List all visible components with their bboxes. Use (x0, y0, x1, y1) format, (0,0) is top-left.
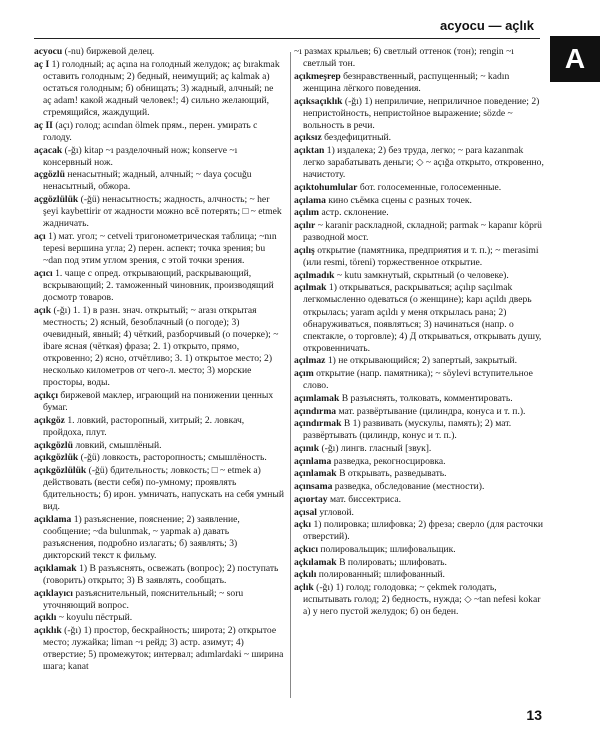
entry-headword: açıktohumlular (294, 182, 358, 193)
entry-definition: (-ğı) 1. 1) в разн. знач. открытый; ~ araзı открытая местность; 2) ясный, безоблачный (о погоде); 3) очевидный, явный; 4) чёткий, разборчивый (о почерке); ~ ibare ясная (чёткая) фраза; 2. 1) открыто, прямо, откровенно; 2) ясно, отчётливо; 3. 1) открытое место; 2) несколько километров от чего-л. место; 3) морские просторы, воды. (43, 304, 279, 389)
entry-headword: açgözlü (34, 169, 65, 181)
entry-headword: açıksaçıklık (294, 95, 343, 107)
entry-headword: açıkgöz (34, 414, 65, 426)
dictionary-entry (294, 569, 544, 581)
column-left (34, 46, 284, 706)
entry-headword: açık (34, 304, 52, 316)
entry-headword: açıklık (34, 625, 62, 637)
entry-headword: acyocu (34, 46, 63, 57)
entry-definition: 1) разъяснение, пояснение; 2) заявление, сообщение; ~da bulunmak, ~ yapmak a) давать разъяснения, подробно излагать; б) заявлять; 3) дикторский текст к фильму. (43, 513, 240, 562)
entry-definition: (-ğı) 1) неприличие, неприличное поведение; 2) непристойность, непристойное выражение; sözde ~ вольность в речи. (303, 95, 540, 131)
dictionary-entry (34, 452, 284, 464)
entry-headword: aç II (34, 119, 53, 131)
entry-definition: (-ğı) 1) простор, бескрайность; широта; 2) открытое место; лужайка; liman ~ı рейд; 3) астр. азимут; 4) отверстие; 5) промежуток; интервал; adımlardaki ~ ширина шага; kanat (43, 625, 284, 673)
entry-definition: ~ karanir раскладной, складной; parmak ~ kapanır köprü разводной мост. (303, 220, 542, 244)
dictionary-entry (294, 132, 544, 144)
letter-tab: A (550, 36, 600, 82)
header-rule (34, 38, 540, 39)
entry-headword: açılış (294, 244, 315, 256)
entry-definition: В 1) развивать (мускулы, память); 2) мат. развёртывать (цилиндр, конус и т. п.). (303, 418, 512, 442)
entry-definition: 1) В разъяснять, освежать (вопрос); 2) поступать (говорить) открыто; 3) В заявлять, сообщать. (43, 562, 279, 586)
entry-headword: açıkmeşrep (294, 70, 341, 82)
dictionary-entry (294, 182, 544, 194)
entry-definition: В полировать; шлифовать. (339, 556, 447, 568)
dictionary-entry (34, 465, 284, 513)
dictionary-entry (294, 355, 544, 367)
entry-definition: кино съёмка сцены с разных точек. (328, 194, 472, 206)
entry-headword: açıortay (294, 493, 328, 505)
entry-headword: açılır (294, 220, 316, 232)
entry-definition: ~ koyulu пёстрый. (58, 612, 133, 624)
dictionary-entry (294, 368, 544, 392)
entry-definition: открытие (напр. памятника); ~ söylevi вступительное слово. (303, 368, 533, 392)
entry-headword: aç I (34, 58, 50, 70)
entry-headword: açıktan (294, 145, 325, 157)
entry-definition: мат. биссектриса. (329, 493, 401, 505)
entry-headword: açkıcı (294, 544, 318, 555)
dictionary-entry (34, 440, 284, 452)
entry-headword: açıksız (294, 132, 322, 144)
dictionary-entry (34, 169, 284, 193)
entry-headword: açıklamak (34, 562, 77, 574)
entry-headword: açılım (294, 207, 320, 219)
entry-headword: açacak (34, 144, 63, 156)
dictionary-entry (294, 582, 544, 618)
entry-definition: (-ğü) ненасытность; жадность, алчность; ~ her şeyi kaybettirir от жадности можно всё потерять; □ ~ etmek жадничать. (43, 194, 282, 230)
dictionary-entry (294, 393, 544, 405)
dictionary-entry (294, 507, 544, 519)
entry-headword: açısal (294, 506, 317, 518)
entry-definition: мат. развёртывание (цилиндра, конуса и т. п.). (338, 405, 526, 417)
entry-definition: ~ kutu замкнутый, скрытный (о человеке). (336, 269, 509, 281)
dictionary-entry (34, 268, 284, 304)
dictionary-entry (34, 194, 284, 230)
dictionary-entry (294, 406, 544, 418)
running-head: acyocu — açlık (440, 18, 534, 33)
dictionary-entry (34, 390, 284, 414)
dictionary-entry (294, 468, 544, 480)
entry-headword: açındırmak (294, 418, 342, 430)
dictionary-entry (34, 415, 284, 439)
entry-definition: 1. чаще с опред. открывающий, раскрывающий, вскрывающий; 2. таможенный чиновник, производящий досмотр товаров. (43, 267, 274, 304)
entry-definition: полированный; шлифованный. (318, 569, 445, 581)
entry-headword: açıklayıcı (34, 587, 73, 599)
dictionary-entry (34, 563, 284, 587)
entry-headword: açıkgözlük (34, 452, 79, 464)
entry-headword: açıkçı (34, 389, 58, 401)
dictionary-entry (294, 145, 544, 181)
dictionary-entry (294, 443, 544, 455)
dictionary-entry (294, 481, 544, 493)
entry-headword: açıkgözlü (34, 439, 73, 451)
entry-headword: açkı (294, 519, 312, 531)
column-divider (290, 52, 291, 698)
entry-definition: (açı) голод; acından ölmek прям., перен. умирать с голоду. (43, 119, 258, 143)
entry-headword: açıkgözlülük (34, 464, 87, 476)
entry-definition: В разъяснять, толковать, комментировать. (341, 392, 513, 404)
dictionary-entry (294, 71, 544, 95)
entry-definition: открытие (памятника, предприятия и т. п.); ~ merasimi (или resmi, töreni) торжественное открытие. (303, 244, 539, 268)
entry-definition: бот. голосеменные, голосеменные. (359, 182, 502, 193)
entry-definition: 1) не открывающийся; 2) запертый, закрытый. (327, 355, 518, 367)
entry-definition: (-ğı) kitap ~ı разделочный нож; konserve ~ı консервный нож. (43, 144, 238, 168)
dictionary-entry (34, 120, 284, 144)
dictionary-entry (294, 418, 544, 442)
dictionary-entry (34, 625, 284, 673)
dictionary-entry (294, 220, 544, 244)
entry-headword: açılmak (294, 282, 327, 294)
entry-headword: açkılamak (294, 556, 337, 568)
entry-definition: ~ı размах крыльев; 6) светлый оттенок (тон); rengin ~ı светлый тон. (294, 46, 514, 70)
entry-headword: açlık (294, 582, 314, 594)
dictionary-columns (34, 46, 544, 706)
entry-headword: açılmadık (294, 269, 335, 281)
dictionary-entry (34, 588, 284, 612)
dictionary-entry (294, 544, 544, 556)
entry-headword: açımlamak (294, 392, 340, 404)
entry-definition: (-ğı) лингв. гласный [звук]. (321, 443, 432, 455)
dictionary-entry (294, 282, 544, 355)
entry-definition: полировальщик; шлифовальщик. (320, 544, 456, 555)
entry-definition: (-ğı) 1) голод; голодовка; ~ çekmek голодать, испытывать голод; 2) бедность, нужда; ◇ ~tan nefesi kokar a) у него пустой желудок; б) он беден. (303, 582, 541, 618)
entry-definition: (-nu) биржевой делец. (64, 46, 155, 57)
dictionary-entry (294, 519, 544, 543)
dictionary-entry (34, 514, 284, 562)
entry-definition: бездефицитный. (324, 132, 392, 144)
entry-definition: 1) мат. угол; ~ cetveli тригонометрическая таблица; ~nın tepesi вершина угла; 2) перен. аспект; точка зрения; bu ~dan под этим углом зрения, с этой точки зрения. (43, 230, 277, 267)
entry-definition: 1) полировка; шлифовка; 2) фреза; сверло (для расточки отверстий). (303, 519, 543, 543)
entry-definition: ненасытный; жадный, алчный; ~ daya çocuğu ненасытный, обжора. (43, 169, 252, 193)
entry-headword: açınsama (294, 481, 333, 493)
entry-headword: açınlama (294, 455, 332, 467)
entry-definition: угловой. (319, 506, 354, 518)
entry-headword: açım (294, 368, 314, 380)
dictionary-entry (34, 231, 284, 267)
dictionary-entry (294, 557, 544, 569)
entry-definition: астр. склонение. (321, 207, 389, 219)
entry-headword: açıcı (34, 267, 53, 279)
dictionary-entry (34, 612, 284, 624)
dictionary-entry (294, 46, 544, 70)
entry-headword: açınık (294, 443, 320, 455)
entry-headword: açılama (294, 194, 326, 206)
entry-definition: 1. ловкий, расторопный, хитрый; 2. ловкач, пройдоха, плут. (43, 414, 245, 438)
entry-headword: açıklı (34, 612, 57, 624)
dictionary-entry (294, 270, 544, 282)
entry-definition: 1) открываться, раскрываться; açılıp saçılmak легкомысленно одеваться (о женщине); kapı açıldı дверь открылась; yaram açıldı у меня открылась рана; 2) обнаруживаться, появляться; 3) начинаться (напр. о спектакле, о торговле); 4) Д открываться, открывать душу, откровенничать. (303, 282, 542, 354)
entry-definition: В открывать, разведывать. (339, 468, 447, 480)
entry-definition: ловкий, смышлёный. (75, 439, 162, 451)
dictionary-entry (294, 456, 544, 468)
dictionary-entry (294, 96, 544, 132)
dictionary-entry (34, 59, 284, 119)
entry-definition: безнравственный, распущенный; ~ kadın женщина лёгкого поведения. (303, 70, 510, 94)
page-number: 13 (526, 707, 542, 723)
dictionary-entry (34, 145, 284, 169)
entry-definition: разъяснительный, пояснительный; ~ soru уточняющий вопрос. (43, 587, 244, 611)
entry-headword: açgözlülük (34, 194, 79, 206)
entry-headword: açındırma (294, 405, 337, 417)
entry-definition: биржевой маклер, играющий на понижении ценных бумаг. (43, 389, 274, 414)
dictionary-entry (294, 207, 544, 219)
entry-definition: разведка, рекогносцировка. (333, 455, 446, 467)
dictionary-entry (294, 195, 544, 207)
dictionary-entry (34, 46, 284, 58)
entry-definition: (-ğü) ловкость, расторопность; смышлёность. (80, 452, 267, 464)
entry-definition: разведка, обследование (местности). (334, 481, 485, 493)
entry-headword: açkılı (294, 569, 317, 581)
entry-definition: 1) издалека; 2) без труда, легко; ~ para kazanmak легко зарабатывать деньги; ◇ ~ açığa открыто, откровенно, начистоту. (303, 145, 544, 181)
column-right (294, 46, 544, 706)
dictionary-entry (34, 305, 284, 390)
entry-headword: açıklama (34, 513, 72, 525)
dictionary-entry (294, 494, 544, 506)
entry-definition: 1) голодный; aç açına на голодный желудок; aç bırakmak оставить голодным; 2) бедный, неимущий; aç kalmak a) остаться голодным; б) обнищать; 3) жадный, алчный; ne aç adam! какой жадный человек!; 4) сильно желающий, стремящийся, жаждущий. (43, 58, 280, 119)
entry-definition: (-ğü) бдительность; ловкость; □ ~ etmek a) действовать (вести себя) по-умному; проявлять бдительность; б) ирон. умничать, напускать на себя умный вид. (43, 464, 284, 513)
entry-headword: açılmaz (294, 355, 326, 367)
dictionary-entry (294, 245, 544, 269)
entry-headword: açınlamak (294, 468, 337, 480)
entry-headword: açı (34, 230, 46, 242)
